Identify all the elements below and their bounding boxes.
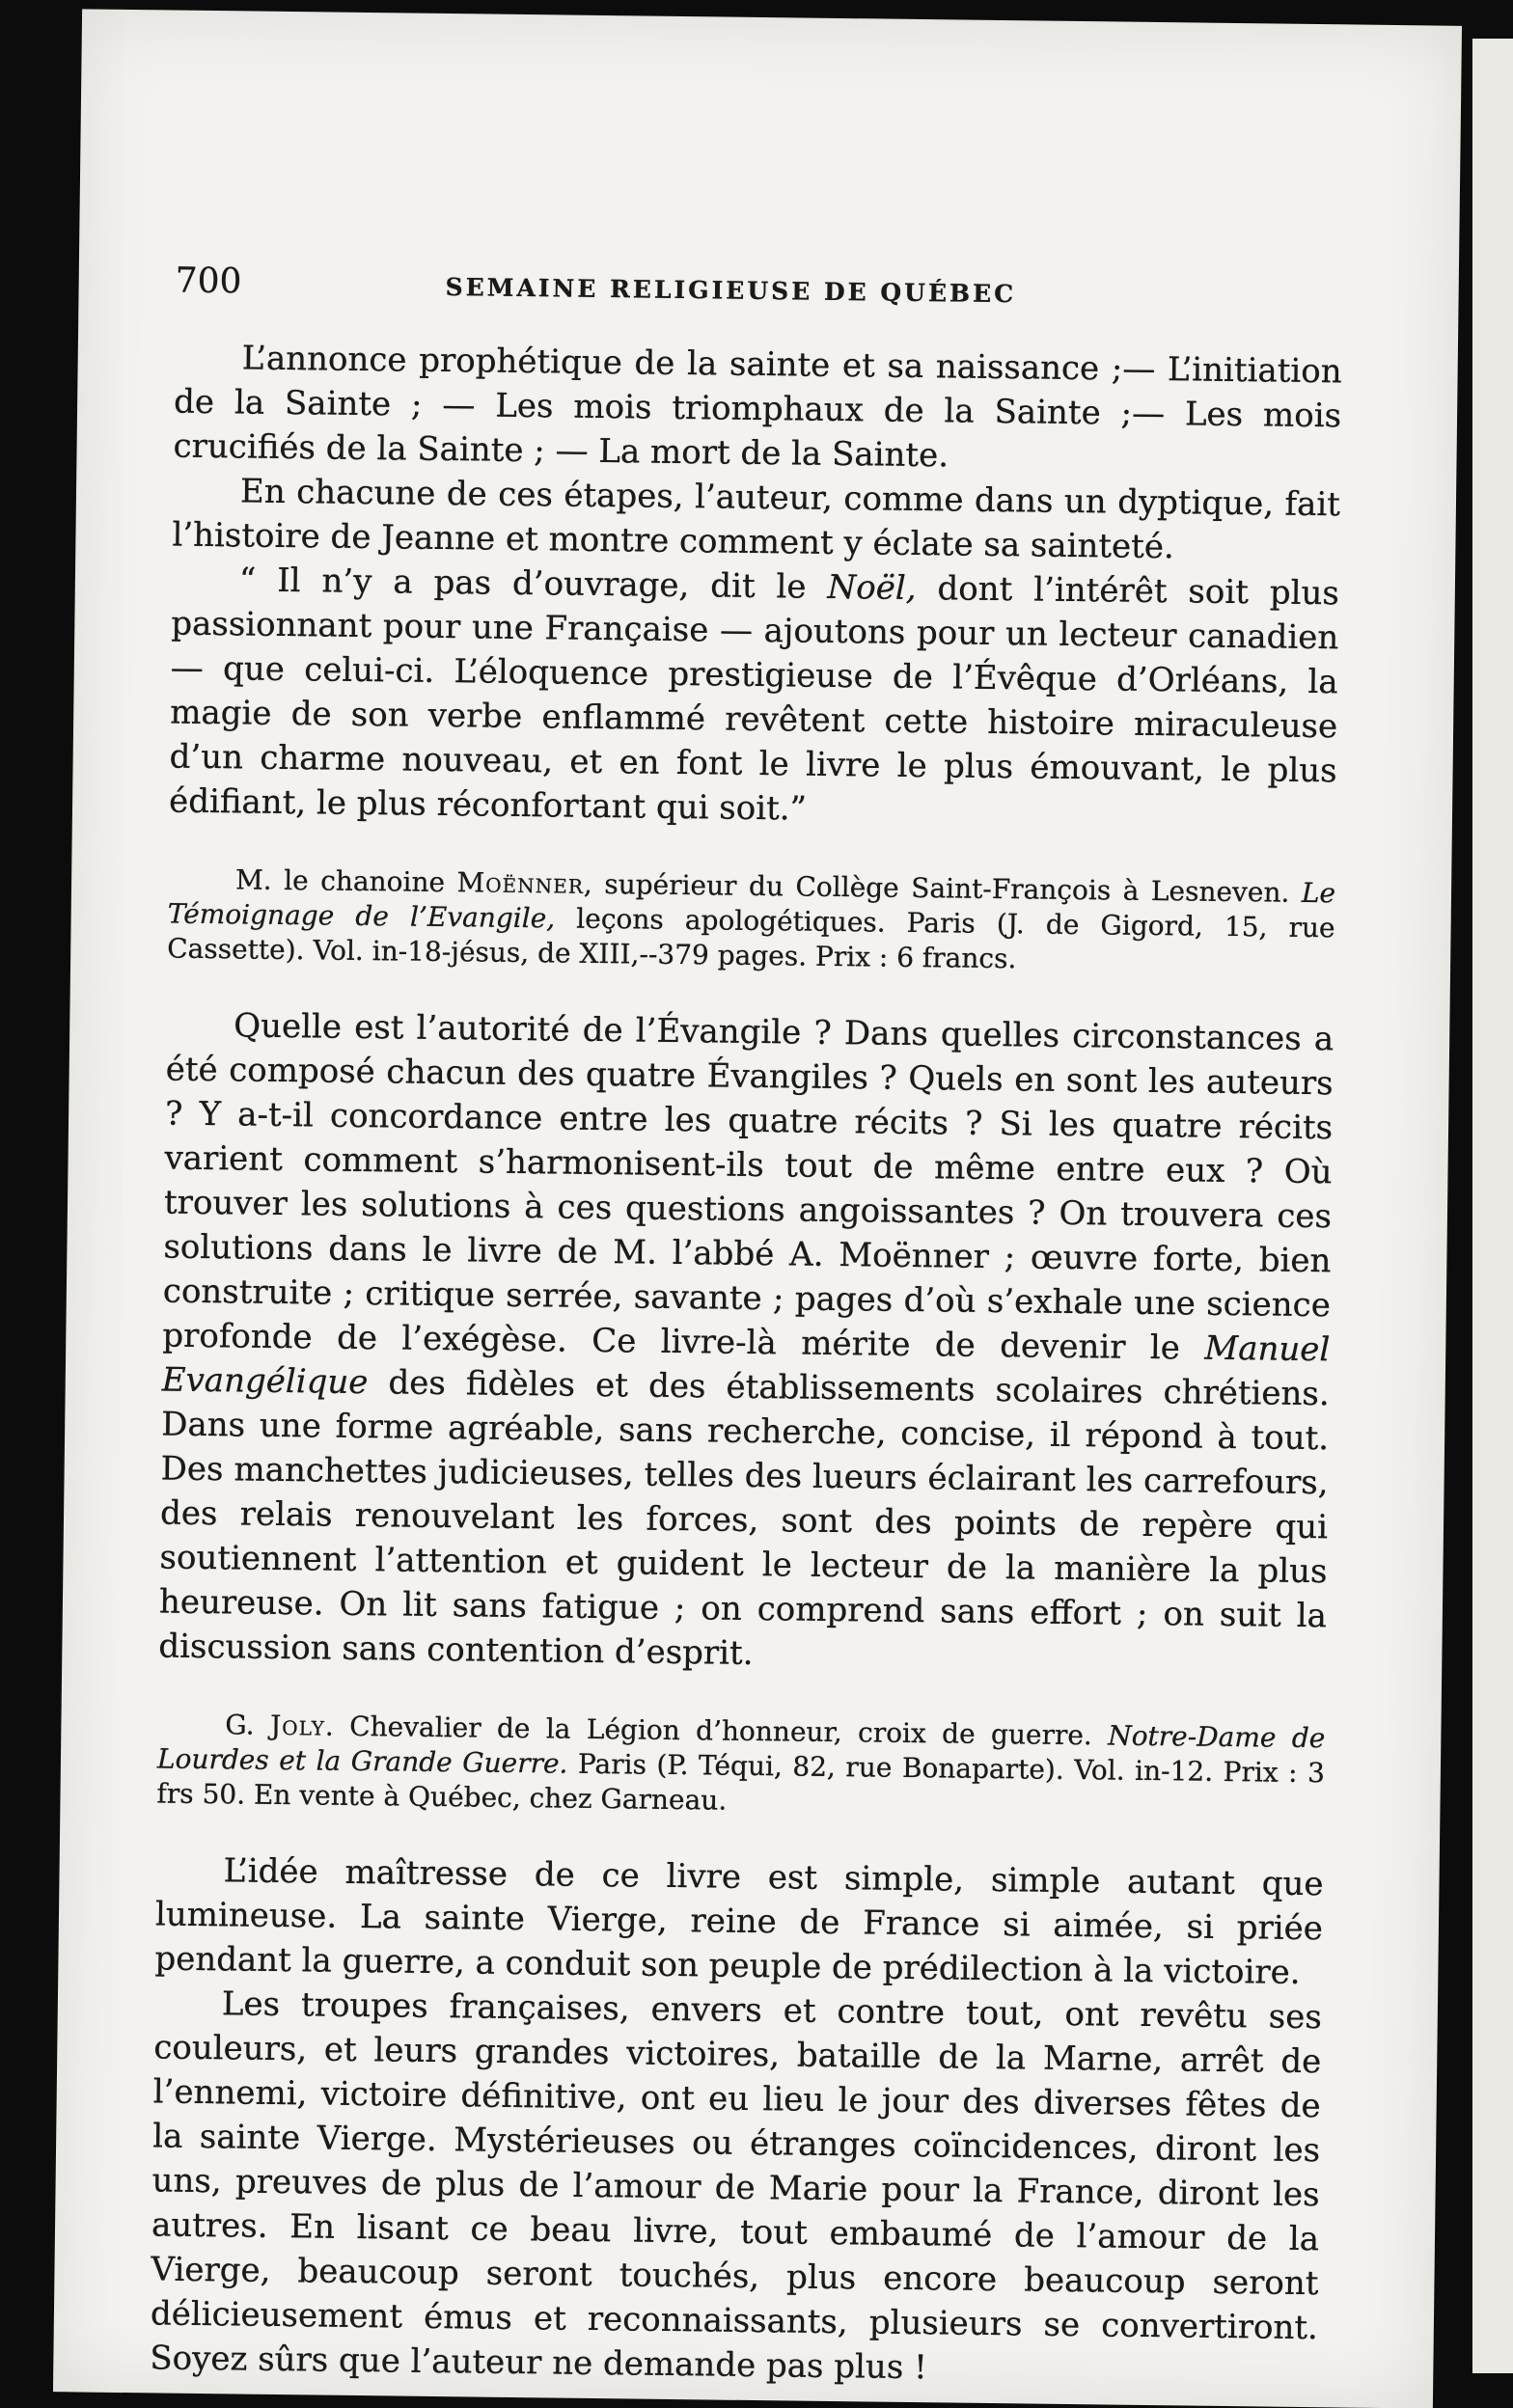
review-text-end: des fidèles et des établissements scolaires chrétiens. Dans une forme agréable, sans recherche, concise, il répond à tout. Des manchettes judicieuses, telles des lueurs éclairant les carrefours, des relais renouvelant les forces, sont des points de repère qui soutiennent l’attention et guident le lecteur de la manière la plus heureuse. On lit sans fatigue ; on comprend sans effort ; on suit la discussion sans contention d’esprit. <box>158 1363 1330 1673</box>
bibliographic-entry-joly <box>156 1707 1325 1825</box>
bib-author-name: Joly <box>269 1709 326 1742</box>
quotation-source-title: Noël, <box>827 567 917 608</box>
bib-publication-details: leçons apologétiques. Paris (J. de Gigord, 15, rue Cassette). Vol. in-18-jésus, de XIII,--379 pages. Prix : 6 francs. <box>167 902 1335 975</box>
quotation-text-start: “ Il n’y a pas d’ouvrage, dit le <box>238 561 828 607</box>
journal-title: SEMAINE RELIGIEUSE DE QUÉBEC <box>445 272 1017 309</box>
paragraph-chapter-list: L’annonce prophétique de la sainte et sa naissance ;— L’initiation de la Sainte ; — Les mois triomphaux de la Sainte ;— Les mois crucifiés de la Sainte ; — La mort de la Sainte. <box>173 339 1342 476</box>
review-italic-title: Manuel Evangélique <box>161 1328 1331 1403</box>
bib-author-prefix: M. le chanoine <box>234 863 457 899</box>
quotation-text-end: dont l’intérêt soit plus passionnant pour une Française — ajoutons pour un lecteur canadien — que celui-ci. L’éloquence prestigieuse de l’Évêque d’Orléans, la magie de son verbe enflammé revêtent cette histoire miraculeuse d’un charme nouveau, et en font le livre le plus émouvant, le plus édifiant, le plus réconfortant qui soit.” <box>168 568 1340 829</box>
bib-author-suffix: , supérieur du Collège Saint-François à Lesneven. <box>583 867 1290 909</box>
bib-author-suffix: . Chevalier de la Légion d’honneur, croix de guerre. <box>324 1710 1109 1752</box>
bib-book-title: Le Témoignage de l’Evangile, <box>167 876 1336 935</box>
running-head <box>175 261 1342 315</box>
next-page-edge <box>1472 39 1513 2373</box>
book-page <box>53 9 1462 2408</box>
page-number: 700 <box>175 260 242 302</box>
bib-book-title: Notre-Dame de Lourdes et la Grande Guerre. <box>156 1719 1326 1780</box>
paragraph-diptych: En chacune de ces étapes, l’auteur, comme dans un dyptique, fait l’histoire de Jeanne et montre comment y éclate sa sainteté. <box>172 472 1341 567</box>
paragraph-quotation <box>169 558 1339 838</box>
bibliographic-entry-moenner <box>167 862 1335 981</box>
review-text-start: Quelle est l’autorité de l’Évangile ? Dans quelles circonstances a été composé chacun des quatre Évangiles ? Quels en sont les auteurs ? Y a-t-il concordance entre les quatre récits ? Si les quatre récits varient comment s’harmonisent-ils tout de même entre eux ? Où trouver les solutions à ces questions angoissantes ? On trouvera ces solutions dans le livre de M. l’abbé A. Moënner ; œuvre forte, bien construite ; critique serrée, savante ; pages d’où s’exhale une science profonde de l’exégèse. Ce livre-là mérite de devenir le <box>162 1006 1334 1368</box>
paragraph-main-idea: L’idée maîtresse de ce livre est simple, simple autant que lumineuse. La sainte Vierge, reine de France si aimée, si priée pendant la guerre, a conduit son peuple de prédilection à la victoire. <box>154 1851 1324 1992</box>
bib-author-prefix: G. <box>225 1709 271 1741</box>
bib-author-name: Moënner <box>456 866 585 900</box>
bib-publication-details: Paris (P. Téqui, 82, rue Bonaparte). Vol. in-12. Prix : 3 frs 50. En vente à Québec, chez Garneau. <box>156 1747 1326 1817</box>
paragraph-review-evangile <box>158 1003 1334 1683</box>
paragraph-victories: Les troupes françaises, envers et contre tout, ont revêtu ses couleurs, et leurs grandes victoires, bataille de la Marne, arrêt de l’ennemi, victoire définitive, ont eu lieu le jour des diverses fêtes de la sainte Vierge. Mystérieuses ou étranges coïncidences, diront les uns, preuves de plus de l’amour de Marie pour la France, diront les autres. En lisant ce beau livre, tout embaumé de l’amour de la Vierge, beaucoup seront touchés, plus encore beaucoup seront délicieusement émus et reconnaissants, plusieurs se convertiront. Soyez sûrs que l’auteur ne demande pas plus ! <box>150 1984 1323 2388</box>
page-content <box>150 261 1343 2395</box>
